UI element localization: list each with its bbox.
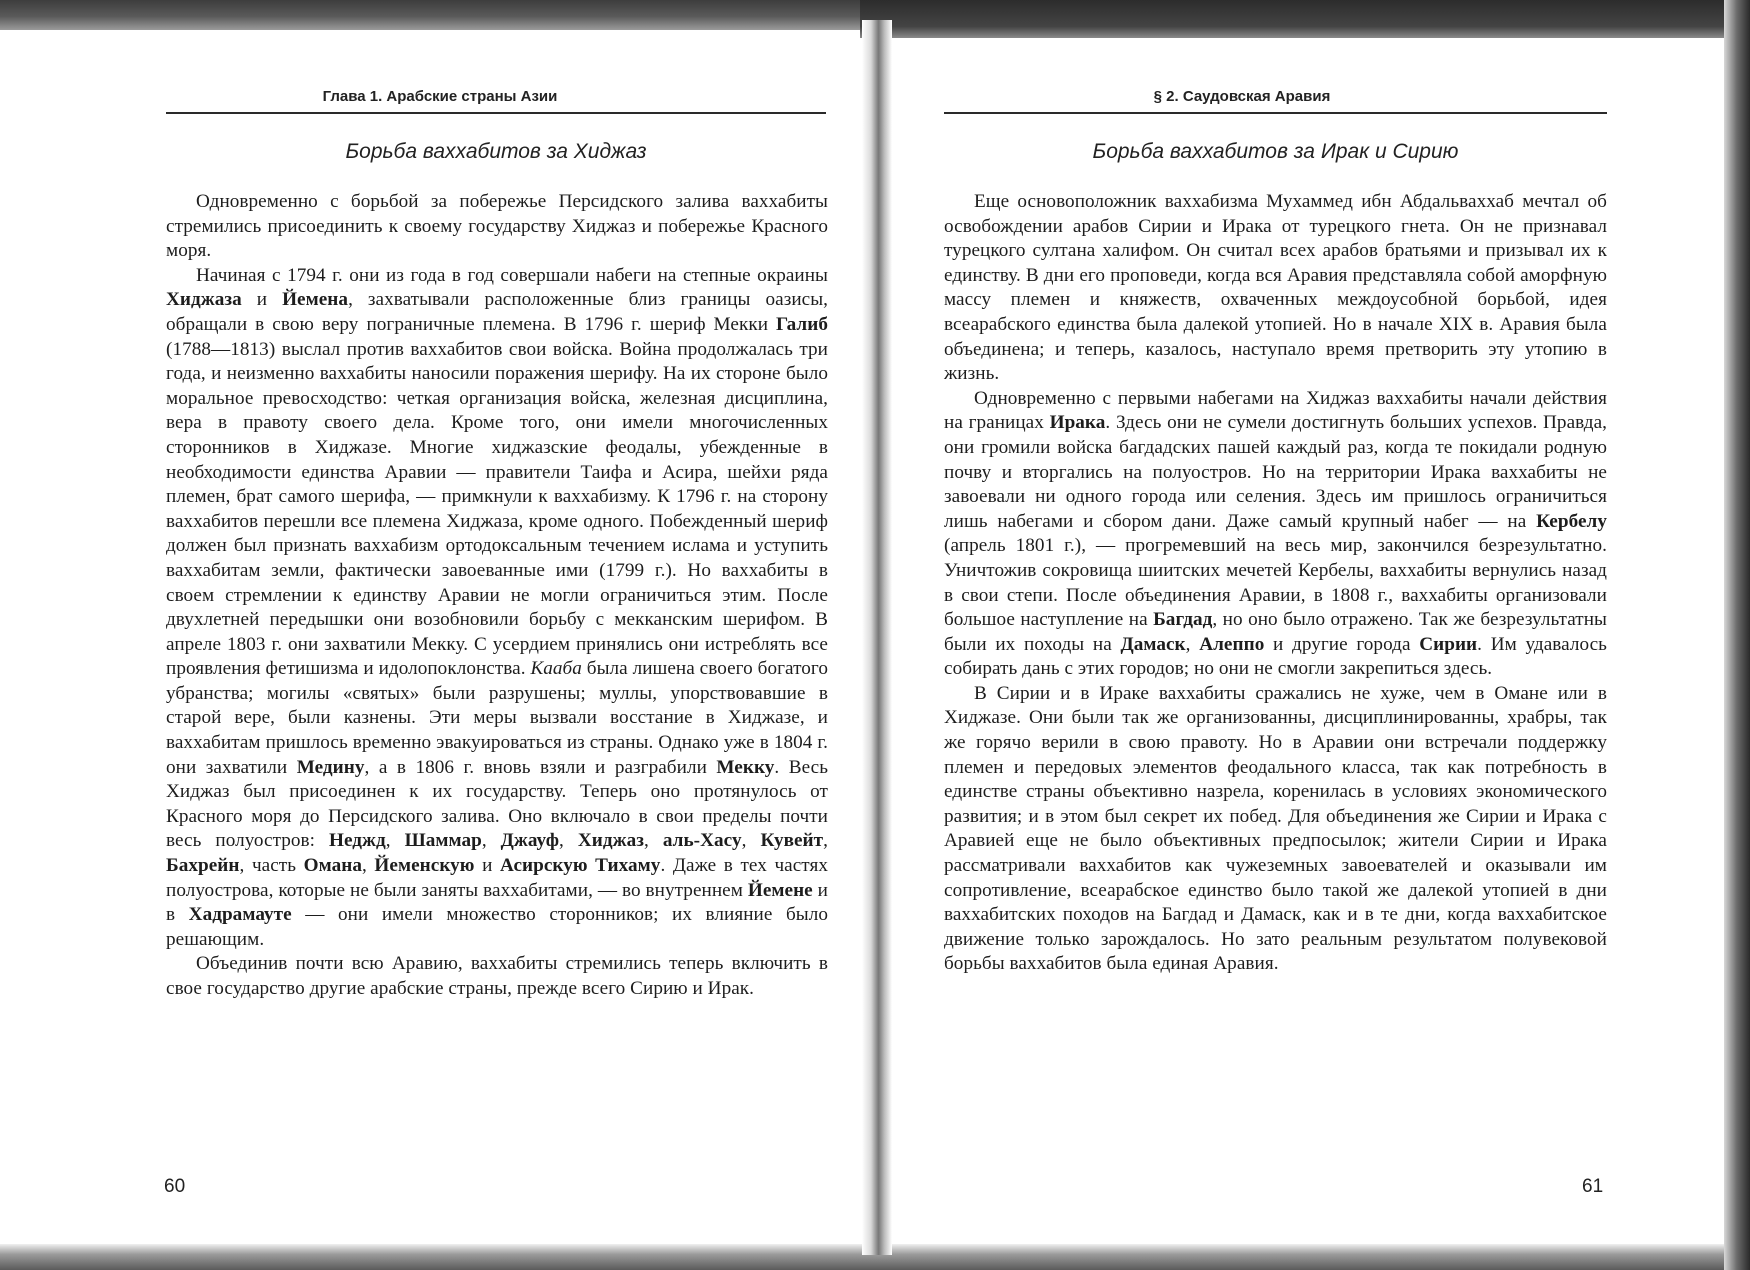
bold-term: Ирака (1049, 412, 1106, 434)
left-page (40, 36, 862, 1231)
text-run: . Даже в тех частях полуострова, которые не были заняты ваххабитами, — во внутреннем (166, 855, 828, 901)
bold-term: Галиб (776, 313, 828, 335)
text-run: (апрель 1801 г.), — прогремевший на весь мир, закончился безрезультатно. Уничтожив сокровища шиитских мечетей Кербелы, ваххабиты вернулись назад в свои степи. После объединения Аравии, в 1808 г., ваххабиты организовали большое наступление на (944, 535, 1607, 631)
text-run: , (823, 830, 828, 852)
text-run: , (361, 855, 375, 877)
text-run: Одновременно с первыми набегами на Хиджаз ваххабиты начали действия на границах (944, 387, 1607, 434)
body-text (944, 190, 1607, 977)
text-run: и в (166, 879, 828, 926)
right-page (892, 36, 1722, 1231)
body-text (166, 190, 828, 1002)
bold-term: Кувейт (760, 830, 824, 852)
running-head: Глава 1. Арабские страны Азии (322, 88, 558, 105)
bold-term: Омана (303, 855, 362, 877)
paragraph (944, 190, 1607, 387)
text-run: , часть (239, 855, 304, 877)
text-run: Еще основоположник ваххабизма Мухаммед ибн Абдальваххаб мечтал об освобождении арабов Сирии и Ирака от турецкого гнета. Он не признавал турецкого султана халифом. Он считал всех арабов братьями и призывал их к единству. В дни его проповеди, когда вся Аравия представляла собой аморфную массу племен и княжеств, охваченных междоусобной борьбой, идея всеарабского единства была далекой утопией. Но в начале XIX в. Аравия была объединена; и теперь, казалось, наступало время претворить эту утопию в жизнь. (944, 191, 1607, 385)
text-run: , захватывали расположенные близ границы оазисы, обращали в свою веру пограничные племена. В 1796 г. шериф Мекки (166, 289, 828, 335)
text-run: Начиная с 1794 г. они из года в год совершали набеги на степные окраины (196, 264, 828, 286)
bold-term: Йеменскую (374, 855, 475, 877)
bold-term: Джауф (500, 830, 560, 852)
text-run: была лишена своего богатого убранства; могилы «святых» были разрушены; муллы, упорствовавшие в старой вере, были казнены. Эти меры вызвали восстание в Хиджазе, и ваххабитам пришлось временно эвакуироваться из страны. Однако уже в 1804 г. они захватили (166, 658, 828, 778)
text-run: Одновременно с борьбой за побережье Персидского залива ваххабиты стремились присоединить к своему государству Хиджаз и побережье Красного моря. (166, 191, 828, 262)
text-run: и (241, 289, 283, 311)
header-rule (944, 112, 1607, 114)
bold-term: Кербелу (1536, 510, 1607, 532)
paragraph (166, 264, 828, 953)
text-run: и (474, 855, 501, 877)
text-run: (1788—1813) выслал против ваххабитов свои войска. Война продолжалась три года, и неизменно ваххабиты наносили поражения шерифу. На их стороне было моральное превосходство: четкая организация войска, железная дисциплина, вера в правоту своего дела. Кроме того, они имели многочисленных сторонников в Хиджазе. Многие хиджазские феодалы, убежденные в необходимости единства Аравии — правители Таифа и Асира, шейхи ряда племен, брат самого шерифа, — примкнули к ваххабизму. К 1796 г. на сторону ваххабитов перешли все племена Хиджаза, кроме одного. Побежденный шериф должен был признать ваххабизм ортодоксальным течением ислама и уступить ваххабитам земли, фактически завоеванные ими (1799 г.). Но ваххабиты в своем стремлении к единству Аравии не могли ограничиться этим. После двухлетней передышки они возобновили борьбу с мекканским шерифом. В апреле 1803 г. они захватили Мекку. С усердием принялись они истреблять все проявления фетишизма и идолопоклонства. (166, 338, 828, 680)
text-run: , (644, 830, 663, 852)
paragraph (944, 387, 1607, 682)
text-run: . Здесь они не сумели достигнуть больших успехов. Правда, они громили войска багдадских пашей каждый раз, когда те покидали родную почву и вторгались на полуостров. Но на территории Ирака ваххабиты не завоевали ни одного города или селения. Здесь им пришлось ограничиться лишь набегами и сбором дани. Даже самый крупный набег — на (944, 412, 1607, 532)
bold-term: Йемена (282, 289, 349, 311)
scan-shadow-right (1724, 0, 1750, 1270)
italic-term: Кааба (530, 658, 582, 680)
text-run: , (741, 830, 761, 852)
bold-term: Неджд (329, 830, 386, 852)
text-run: — они имели множество сторонников; их влияние было решающим. (166, 904, 828, 950)
text-run: , (481, 830, 501, 852)
section-title: Борьба ваххабитов за Ирак и Сирию (1092, 140, 1459, 163)
page-number: 60 (164, 1176, 186, 1197)
bold-term: Дамаск (1120, 633, 1186, 655)
paragraph (166, 190, 828, 264)
text-run: , а в 1806 г. вновь взяли и разграбили (364, 756, 717, 778)
bold-term: Шаммар (404, 830, 482, 852)
text-run: , (559, 830, 578, 852)
bold-term: Алеппо (1199, 633, 1265, 655)
text-run: . Им удавалось собирать дань с этих городов; но они не смогли закрепиться здесь. (944, 633, 1607, 680)
paragraph (166, 952, 828, 1001)
paragraph (944, 682, 1607, 977)
bold-term: Мекку (716, 756, 775, 778)
bold-term: Сирии (1419, 633, 1478, 655)
bold-term: Бахрейн (166, 855, 240, 877)
bold-term: Хиджаз (577, 830, 645, 852)
text-run: Объединив почти всю Аравию, ваххабиты стремились теперь включить в свое государство другие арабские страны, прежде всего Сирию и Ирак. (166, 953, 828, 999)
text-run: , (1185, 633, 1200, 655)
text-run: и другие города (1264, 633, 1420, 655)
header-rule (166, 112, 826, 114)
page-number: 61 (1582, 1176, 1604, 1197)
running-head: § 2. Саудовская Аравия (1153, 88, 1331, 105)
text-run: . Весь Хиджаз был присоединен к их государству. Теперь оно протянулось от Красного моря до Персидского залива. Оно включало в свои пределы почти весь полуостров: (166, 756, 828, 852)
bold-term: аль-Хасу (662, 830, 742, 852)
bold-term: Хадрамауте (188, 904, 292, 926)
scan-shadow-top-right (860, 0, 1750, 38)
bold-term: Йемене (747, 879, 813, 901)
section-title: Борьба ваххабитов за Хиджаз (345, 140, 647, 163)
bold-term: Асирскую Тихаму (500, 855, 661, 877)
bold-term: Хиджаза (166, 289, 242, 311)
text-run: , (385, 830, 405, 852)
text-run: В Сирии и в Ираке ваххабиты сражались не хуже, чем в Омане или в Хиджазе. Они были так же организованны, дисциплинированны, храбры, так же горячо верили в свою правоту. Но в Аравии они встречали поддержку племен и передовых элементов феодального класса, так как потребность в единстве страны объективно назрела, коренилась в условиях экономического развития; и в этом был секрет их побед. Для объединения же Сирии и Ирака с Аравией еще не было объективных предпосылок; жители Сирии и Ирака рассматривали ваххабитов как чужеземных завоевателей и оказывали им сопротивление, всеарабское единство было такой же далекой утопией в дни ваххабитских походов на Багдад и Дамаск, как и в те дни, когда ваххабитское движение только зарождалось. Но зато реальным результатом полувековой борьбы ваххабитов была единая Аравия. (944, 682, 1607, 975)
bold-term: Багдад (1153, 609, 1213, 631)
book-gutter (862, 20, 892, 1255)
text-run: , но оно было отражено. Так же безрезультатны были их походы на (944, 609, 1607, 655)
bold-term: Медину (296, 756, 365, 778)
